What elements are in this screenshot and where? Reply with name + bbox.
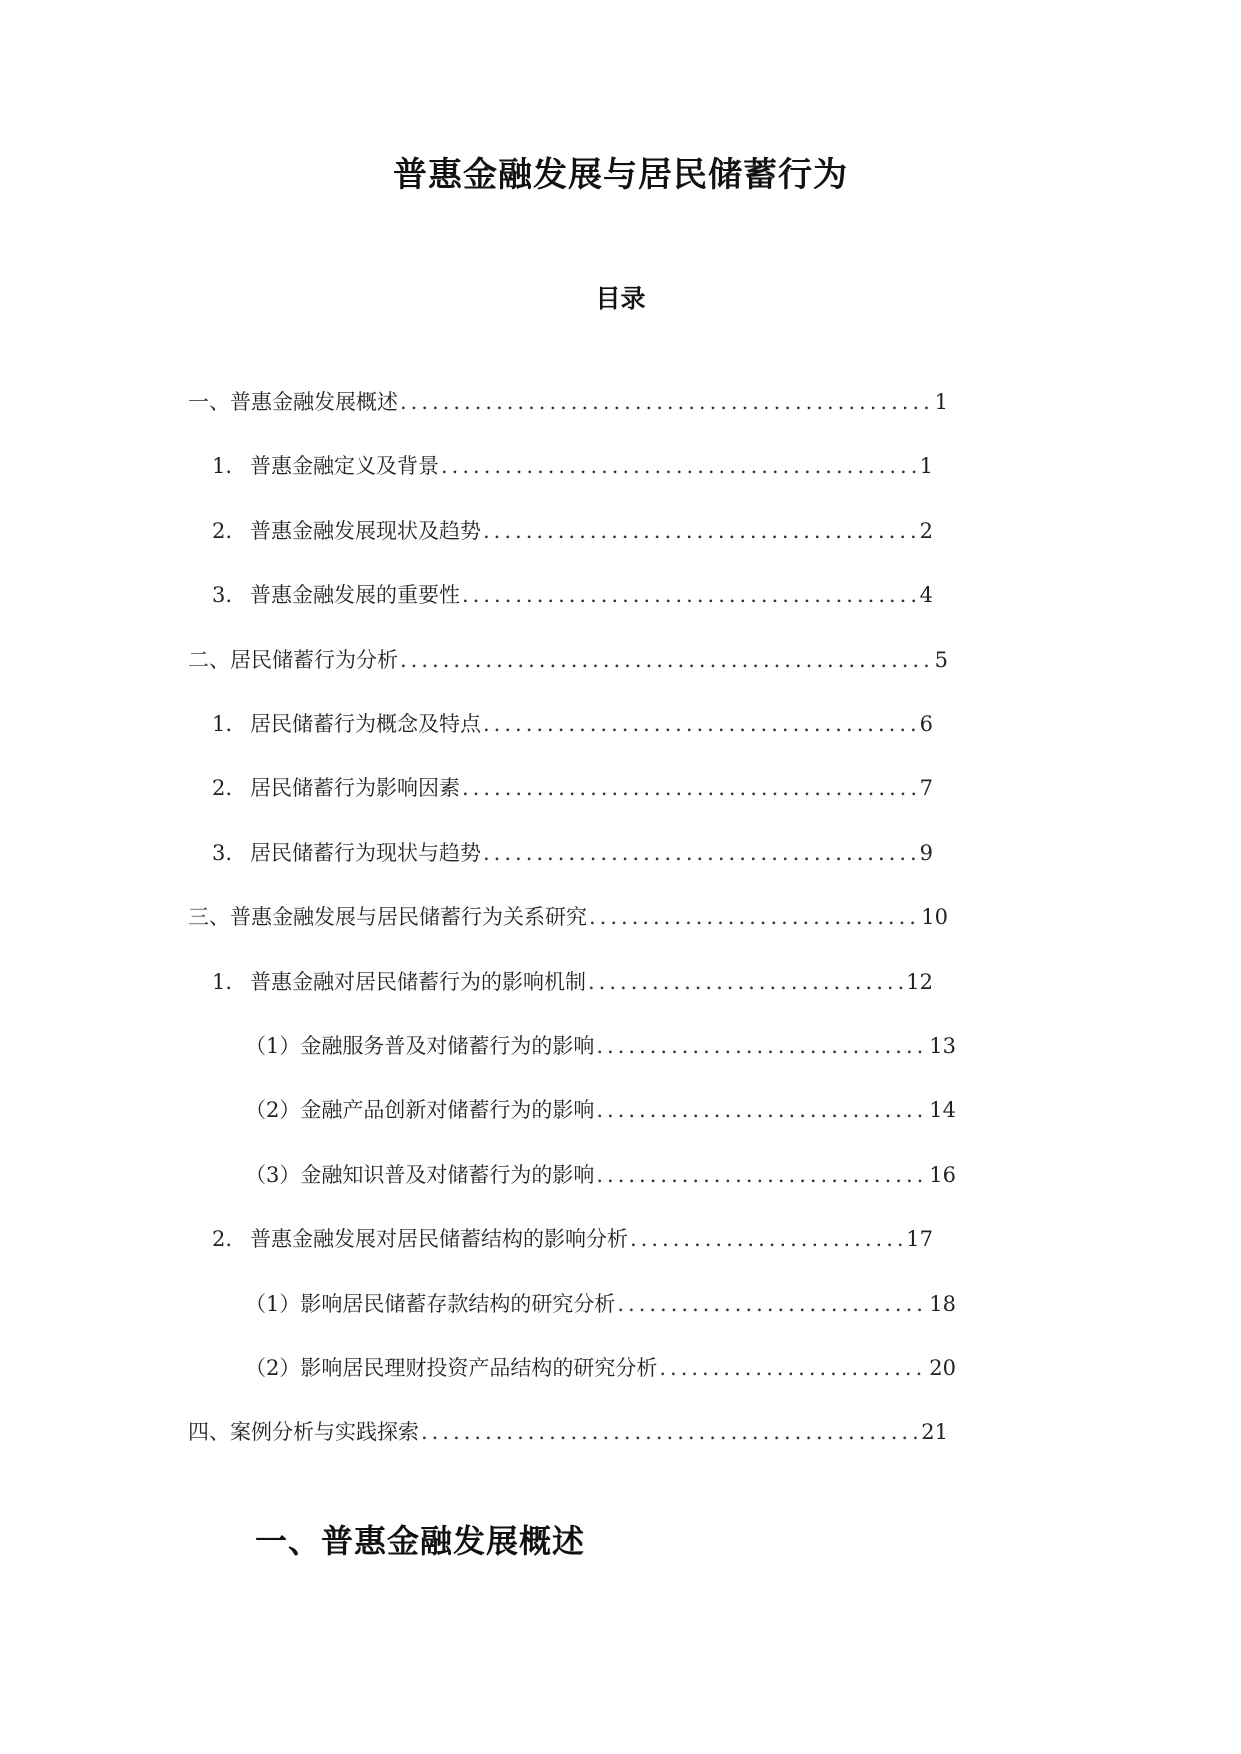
toc-entry-label: 一、普惠金融发展概述 [188, 390, 398, 414]
toc-dot-leader [589, 902, 919, 932]
toc-heading: 目录 [595, 284, 646, 313]
toc-entry-page-number: 1 [934, 390, 948, 414]
toc-entry-label: （2）影响居民理财投资产品结构的研究分析 [245, 1356, 658, 1380]
toc-entry-page-number: 21 [921, 1420, 948, 1445]
toc-entry[interactable] [212, 1224, 933, 1254]
toc-entry[interactable] [245, 1031, 956, 1061]
toc-dot-leader [400, 387, 933, 417]
toc-dot-leader [659, 1353, 927, 1383]
toc-dot-leader [483, 709, 918, 739]
toc-entry-label: 居民储蓄行为影响因素 [250, 776, 460, 801]
toc-entry-page-number: 4 [919, 583, 933, 608]
toc-entry-label: （1）影响居民储蓄存款结构的研究分析 [245, 1291, 616, 1316]
toc-dot-leader [596, 1160, 927, 1190]
toc-entry-label: （3）金融知识普及对储蓄行为的影响 [245, 1162, 595, 1187]
toc-dot-leader [617, 1289, 927, 1319]
toc-entry-label: 居民储蓄行为现状与趋势 [250, 840, 481, 865]
toc-entry-page-number: 18 [929, 1291, 956, 1316]
toc-entry[interactable] [212, 709, 933, 739]
toc-entry-page-number: 16 [929, 1162, 956, 1187]
toc-dot-leader [462, 580, 918, 610]
toc-entry[interactable] [188, 1417, 948, 1447]
toc-entry-page-number: 9 [919, 840, 933, 865]
toc-dot-leader [596, 1031, 927, 1061]
toc-entry-number: 2. [212, 518, 233, 543]
toc-entry-page-number: 10 [921, 905, 948, 930]
toc-dot-leader [630, 1224, 904, 1254]
toc-entry[interactable] [245, 1160, 956, 1190]
toc-entry[interactable] [245, 1095, 956, 1125]
toc-entry[interactable] [212, 451, 933, 481]
toc-entry-number: 3. [212, 583, 233, 608]
toc-entry[interactable] [212, 773, 933, 803]
toc-entry[interactable] [212, 838, 933, 868]
toc-entry-page-number: 5 [934, 647, 948, 672]
toc-dot-leader [596, 1095, 927, 1125]
toc-entry-label: 普惠金融定义及背景 [250, 454, 439, 479]
toc-dot-leader [483, 516, 918, 546]
toc-entry-label: 普惠金融发展现状及趋势 [250, 518, 481, 543]
toc-entry[interactable] [188, 902, 948, 932]
toc-dot-leader [462, 773, 918, 803]
toc-entry[interactable] [212, 967, 933, 997]
toc-entry-label: 普惠金融对居民储蓄行为的影响机制 [250, 969, 586, 994]
toc-entry-label: 居民储蓄行为概念及特点 [250, 712, 481, 736]
toc-entry[interactable] [245, 1353, 956, 1383]
toc-dot-leader [588, 967, 904, 997]
toc-entry-page-number: 7 [919, 776, 933, 801]
toc-entry-number: 3. [212, 840, 233, 865]
toc-entry[interactable] [212, 516, 933, 546]
toc-entry-page-number: 14 [929, 1098, 956, 1123]
toc-entry-page-number: 2 [919, 518, 933, 543]
toc-entry-label: （1）金融服务普及对储蓄行为的影响 [245, 1034, 595, 1058]
toc-entry-label: 普惠金融发展对居民储蓄结构的影响分析 [250, 1227, 628, 1252]
toc-entry-page-number: 1 [919, 454, 933, 479]
toc-entry-label: 普惠金融发展的重要性 [250, 583, 460, 608]
toc-entry-label: （2）金融产品创新对储蓄行为的影响 [245, 1098, 595, 1123]
section-heading: 一、普惠金融发展概述 [255, 1522, 586, 1560]
toc-entry-number: 1. [212, 712, 233, 736]
toc-entry-number: 2. [212, 776, 233, 801]
toc-entry-number: 1. [212, 454, 233, 479]
toc-dot-leader [421, 1417, 919, 1447]
toc-dot-leader [441, 451, 918, 481]
toc-entry[interactable] [212, 580, 933, 610]
toc-entry-label: 二、居民储蓄行为分析 [188, 647, 398, 672]
toc-entry-label: 四、案例分析与实践探索 [188, 1420, 419, 1445]
toc-entry[interactable] [245, 1289, 956, 1319]
toc-entry-label: 三、普惠金融发展与居民储蓄行为关系研究 [188, 905, 587, 930]
toc-entry-number: 2. [212, 1227, 233, 1252]
document-title: 普惠金融发展与居民储蓄行为 [393, 155, 848, 195]
toc-dot-leader [400, 645, 933, 675]
toc-entry-page-number: 13 [929, 1034, 956, 1058]
toc-entry-number: 1. [212, 969, 233, 994]
toc-entry[interactable] [188, 645, 948, 675]
toc-entry-page-number: 6 [919, 712, 933, 736]
toc-dot-leader [483, 838, 918, 868]
toc-entry-page-number: 17 [906, 1227, 933, 1252]
toc-entry-page-number: 20 [929, 1356, 956, 1380]
toc-entry-page-number: 12 [906, 969, 933, 994]
toc-entry[interactable] [188, 387, 948, 417]
